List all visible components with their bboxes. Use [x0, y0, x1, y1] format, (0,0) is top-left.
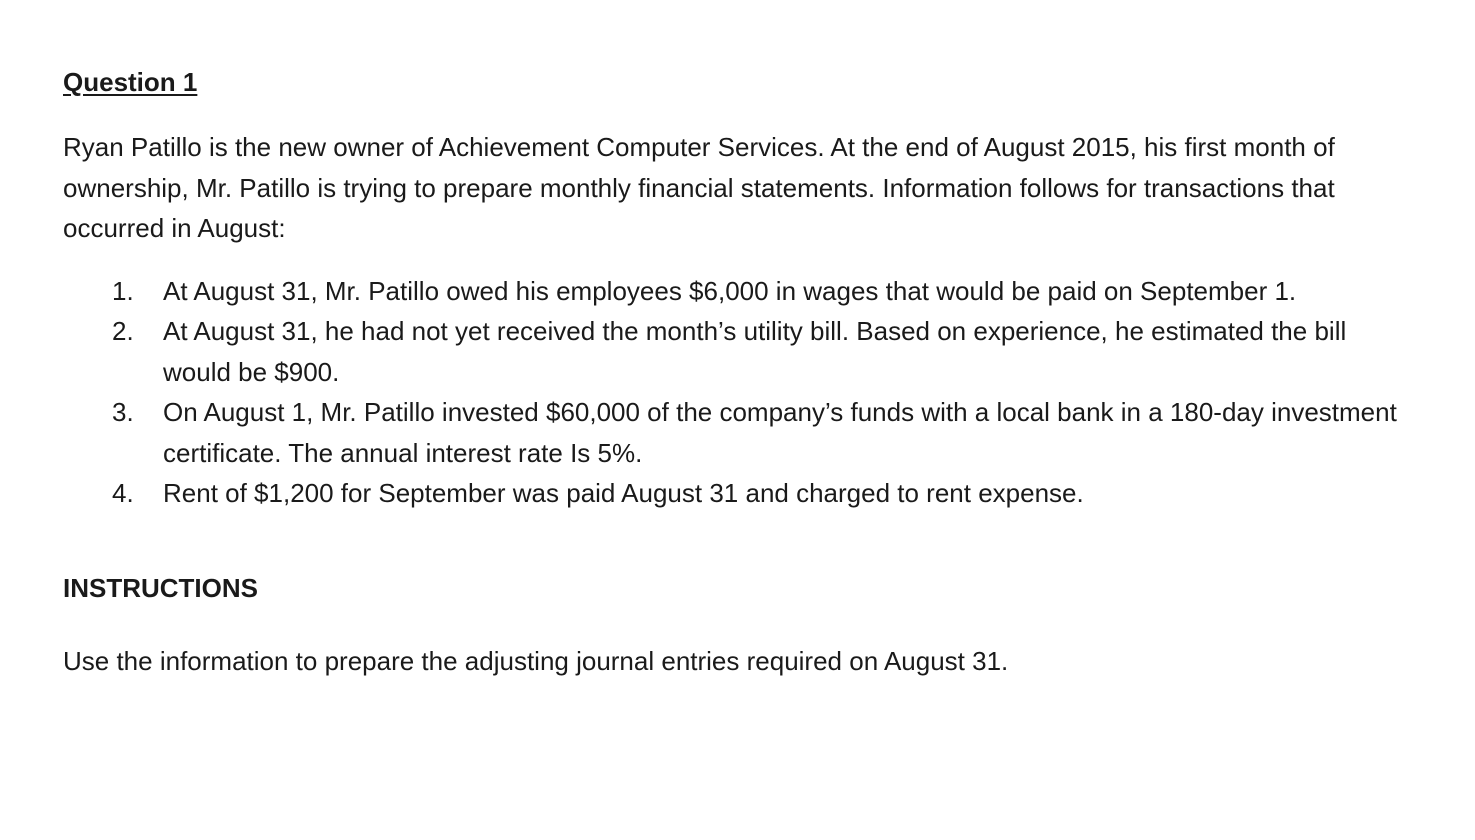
document-page [63, 64, 1403, 679]
list-item-number: 1. [112, 275, 134, 306]
list-item-text: On August 1, Mr. Patillo invested $60,000 of the company’s funds with a local bank in a 180-day investment certificate. The annual interest rate Is 5%. [163, 397, 1397, 468]
list-item-number: 4. [112, 478, 134, 508]
instructions-text: Use the information to prepare the adjusting journal entries required on August 31. [63, 645, 1009, 676]
list-item [63, 311, 1403, 392]
list-item [63, 271, 1403, 312]
transaction-list [63, 271, 1403, 514]
question-heading: Question 1 [63, 67, 198, 97]
list-item-text: At August 31, he had not yet received the month’s utility bill. Based on experience, he estimated the bill would be $900. [163, 316, 1347, 387]
list-item [63, 392, 1403, 473]
instructions-heading: INSTRUCTIONS [63, 572, 258, 603]
list-item-number: 2. [112, 316, 134, 346]
list-item-text: Rent of $1,200 for September was paid August 31 and charged to rent expense. [163, 478, 1084, 508]
list-item-text: At August 31, Mr. Patillo owed his employees $6,000 in wages that would be paid on September 1. [163, 275, 1297, 306]
intro-paragraph: Ryan Patillo is the new owner of Achievement Computer Services. At the end of August 2015, his first month of ownership, Mr. Patillo is trying to prepare monthly financial statements. Information follows for transactions that occurred in August: [63, 132, 1335, 243]
list-item [63, 473, 1403, 514]
list-item-number: 3. [112, 397, 134, 427]
